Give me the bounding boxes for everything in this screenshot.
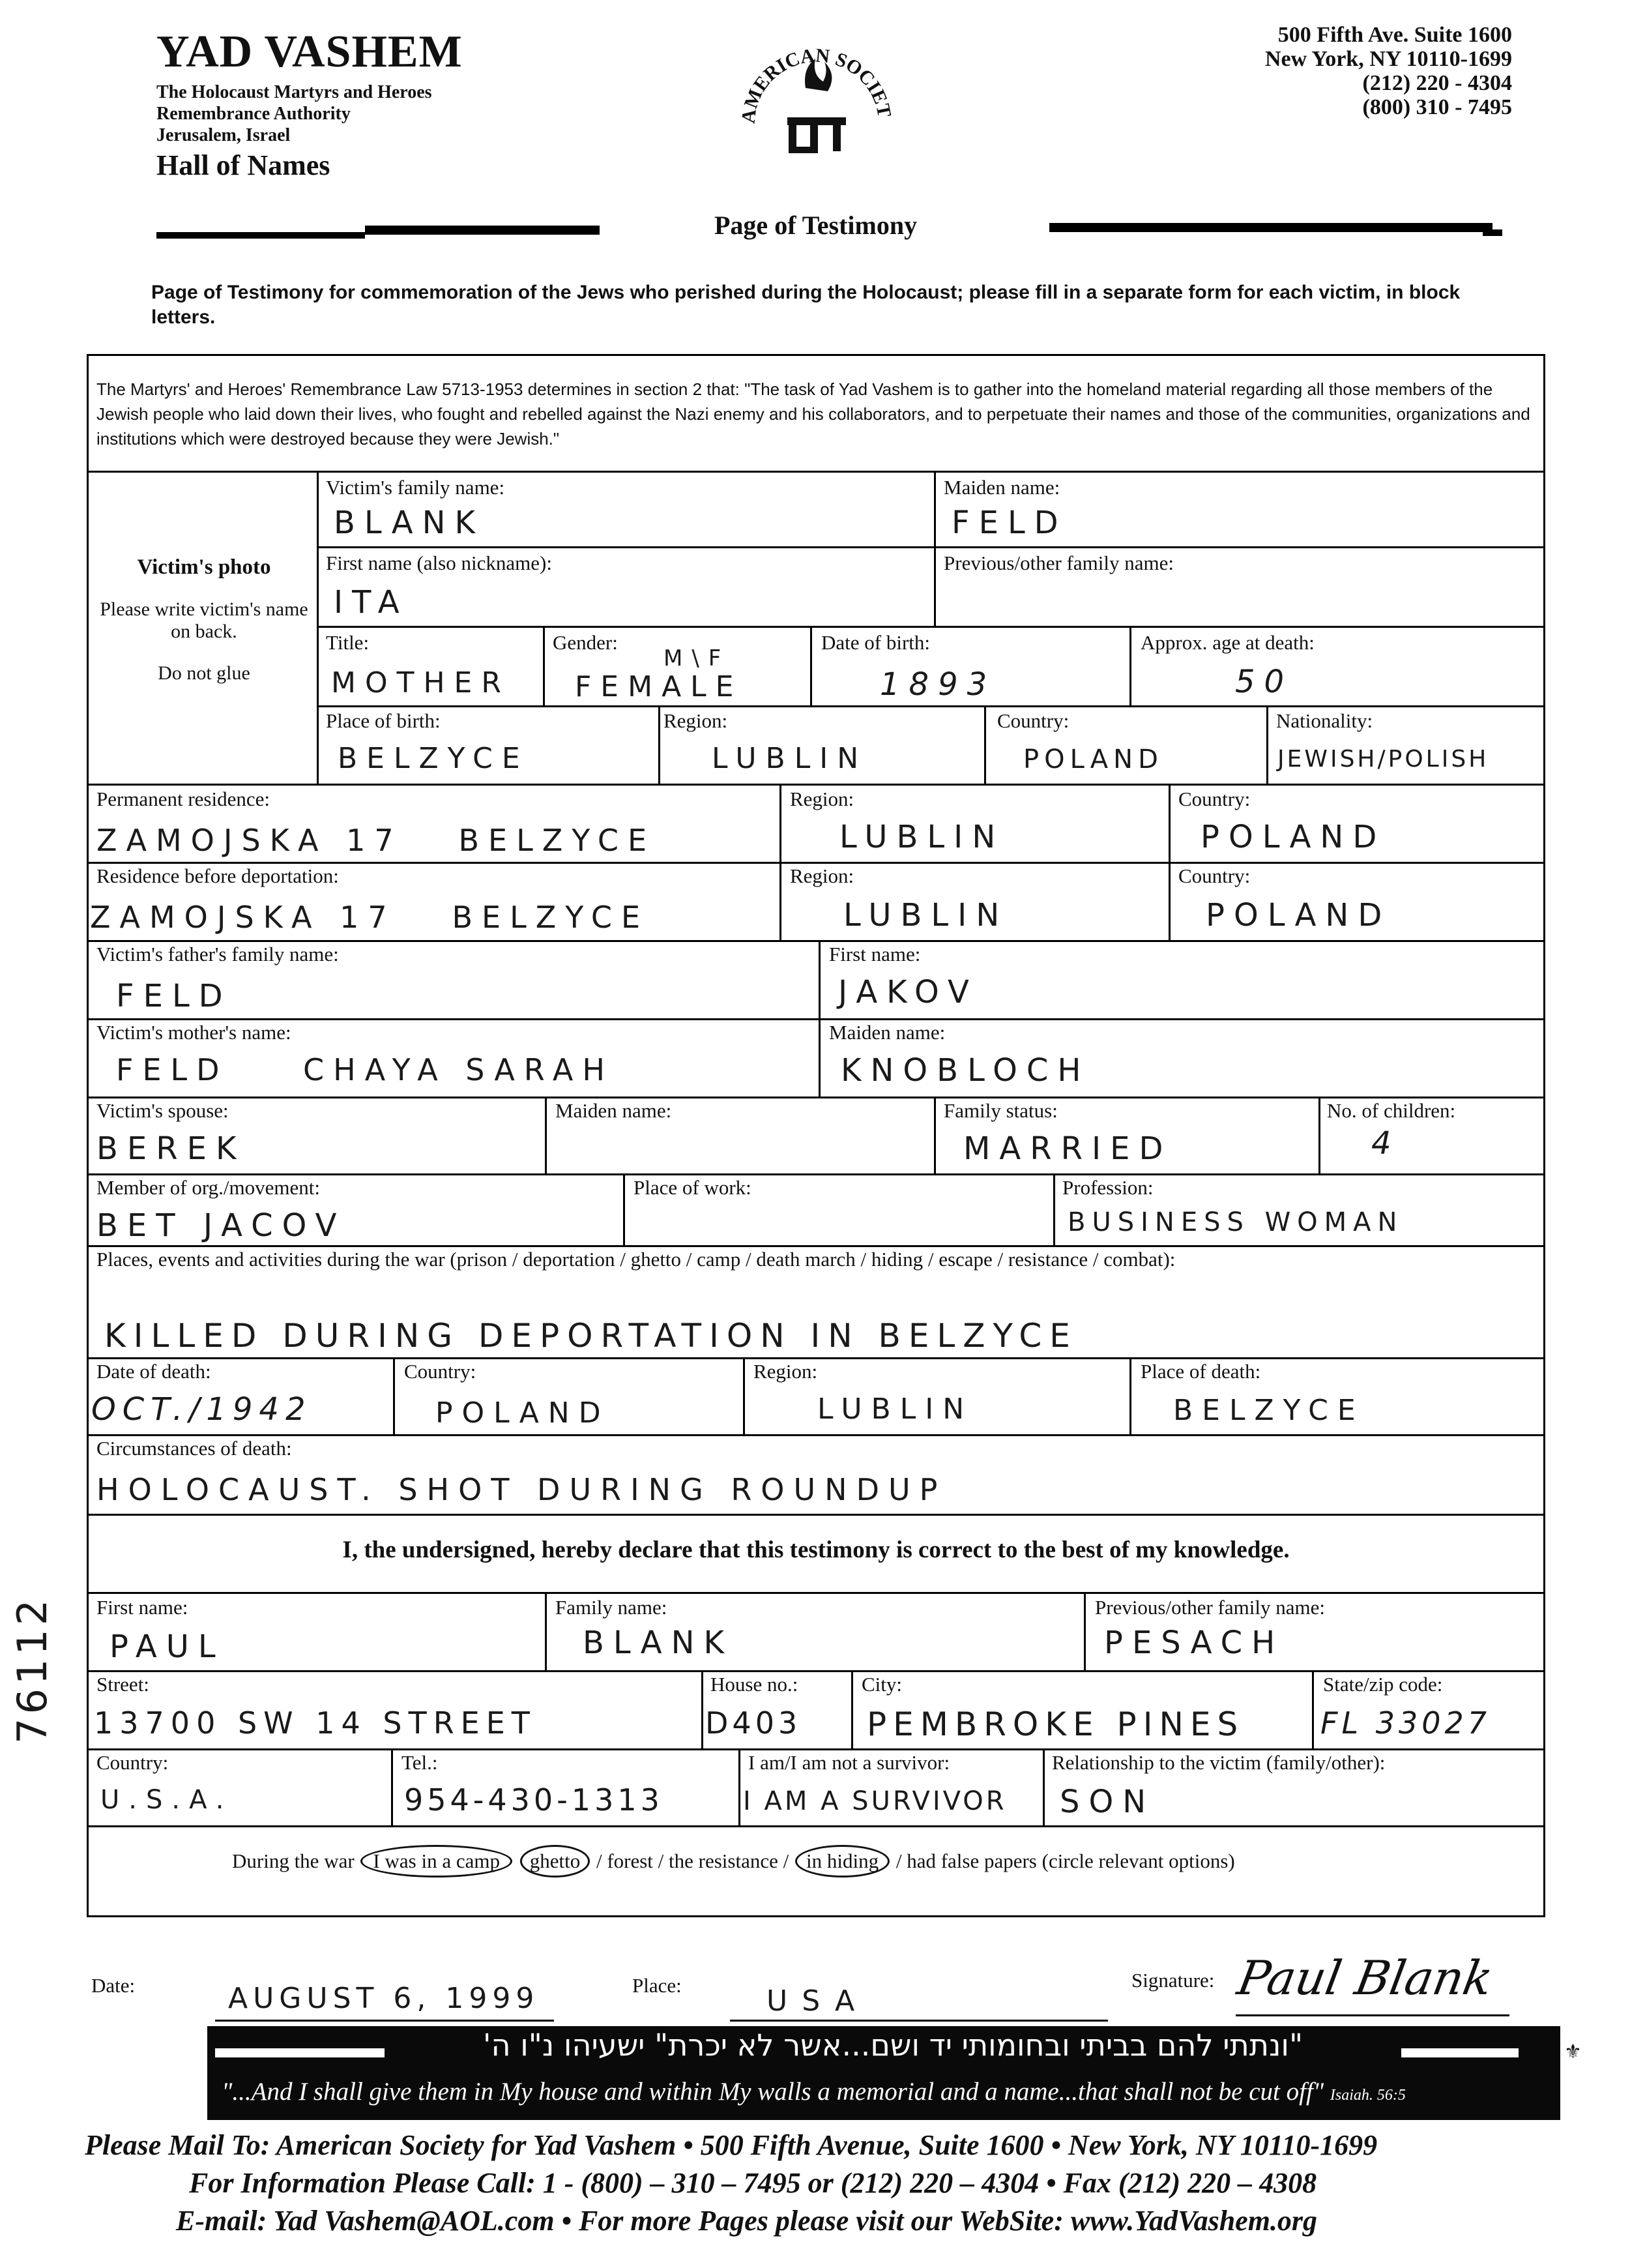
divider (701, 1672, 703, 1750)
divider (1318, 1098, 1320, 1175)
label-res-country: Country: (1178, 864, 1251, 887)
divider (545, 1098, 547, 1175)
intro-text: Page of Testimony for commemoration of the Jews who perished during the Holocaust; please fill in a separate form for each victim, in block letters. (151, 282, 1461, 328)
page-title: Page of Testimony (714, 211, 918, 240)
divider (87, 471, 1545, 473)
label-father-first-name: First name: (829, 943, 921, 965)
label-death-region: Region: (753, 1360, 818, 1383)
divider (810, 627, 812, 705)
divider (87, 1670, 1545, 1672)
footer-mail: Please Mail To: American Society for Yad Vashem • 500 Fifth Avenue, Suite 1600 • New York, NY 10110-1699 (85, 2129, 1378, 2161)
divider (87, 1245, 1545, 1247)
value-relationship[interactable]: SON (1060, 1784, 1156, 1820)
org-subtitle-2: Remembrance Authority (156, 104, 351, 124)
label-place-of-birth: Place of birth: (326, 709, 441, 732)
label-state-zip: State/zip code: (1323, 1673, 1443, 1696)
value-mother-maiden-name[interactable]: KNOBLOCH (841, 1052, 1090, 1089)
value-city[interactable]: PEMBROKE PINES (867, 1705, 1245, 1743)
label-organization: Member of org./movement: (96, 1176, 320, 1199)
hall-of-names: Hall of Names (156, 149, 330, 181)
value-telephone[interactable]: 954-430-1313 (404, 1782, 663, 1818)
value-circumstances-of-death[interactable]: HOLOCAUST. SHOT DURING ROUNDUP (96, 1472, 947, 1507)
divider (87, 940, 1545, 942)
value-res-region[interactable]: LUBLIN (843, 897, 1009, 934)
divider (87, 862, 1545, 864)
value-places-events[interactable]: KILLED DURING DEPORTATION IN BELZYCE (104, 1317, 1078, 1355)
label-house-number: House no.: (710, 1673, 798, 1696)
label-gender: Gender: (553, 631, 618, 654)
divider (87, 784, 1545, 786)
divider (87, 1748, 1545, 1750)
label-mother-maiden-name: Maiden name: (829, 1021, 946, 1044)
option-camp-circled[interactable]: I was in a camp (360, 1845, 512, 1878)
victim-photo-note: Please write victim's name on back. (100, 598, 308, 642)
divider (1312, 1672, 1314, 1750)
divider (623, 1175, 625, 1246)
divider (87, 1592, 1545, 1594)
label-family-name: Victim's family name: (326, 476, 505, 499)
label-profession: Profession: (1062, 1176, 1154, 1199)
value-mother-name[interactable]: FELD CHAYA SARAH (116, 1052, 614, 1087)
value-age-at-death[interactable]: 50 (1235, 664, 1294, 700)
divider (743, 1359, 745, 1436)
divider (984, 707, 986, 784)
war-status-prefix: During the war (232, 1849, 355, 1872)
divider (87, 1514, 1545, 1516)
label-place-of-work: Place of work: (633, 1176, 751, 1199)
banner-reference: Isaiah. 56:5 (1330, 2087, 1406, 2104)
divider (545, 1593, 547, 1672)
divider (543, 627, 545, 705)
label-number-of-children: No. of children: (1327, 1099, 1456, 1122)
seal-text: AMERICAN SOCIET (737, 44, 895, 125)
value-date-of-death[interactable]: OCT./1942 (91, 1391, 312, 1428)
label-previous-family-name: Previous/other family name: (944, 552, 1174, 574)
option-false-papers[interactable]: / had false papers (circle relevant options) (895, 1849, 1235, 1872)
value-death-country[interactable]: POLAND (435, 1396, 610, 1430)
option-ghetto-circled[interactable]: ghetto (520, 1845, 590, 1878)
divider (317, 705, 1545, 707)
divider (1129, 627, 1131, 705)
divider (87, 1357, 1545, 1359)
label-circumstances-of-death: Circumstances of death: (96, 1437, 292, 1460)
divider (317, 626, 1545, 628)
divider (87, 1825, 1545, 1827)
divider (391, 1750, 393, 1827)
society-seal-icon (729, 26, 905, 202)
date-underline (215, 2020, 554, 2022)
address-line-2: New York, NY 10110-1699 (1264, 47, 1512, 71)
divider (87, 1173, 1545, 1175)
value-family-status[interactable]: MARRIED (963, 1130, 1172, 1167)
label-nationality: Nationality: (1276, 709, 1373, 732)
divider (1043, 1750, 1045, 1827)
label-place: Place: (632, 1974, 682, 1997)
label-maiden-name: Maiden name: (944, 476, 1060, 499)
label-telephone: Tel.: (401, 1751, 438, 1774)
label-submitter-first-name: First name: (96, 1596, 188, 1619)
address-block (1043, 23, 1512, 119)
divider (87, 1097, 1545, 1098)
value-maiden-name[interactable]: FELD (952, 505, 1068, 541)
value-number-of-children[interactable]: 4 (1371, 1125, 1401, 1162)
value-profession[interactable]: BUSINESS WOMAN (1068, 1207, 1404, 1237)
war-status-line (232, 1845, 1235, 1878)
divider (317, 546, 1545, 548)
label-residence-before-deportation: Residence before deportation: (96, 864, 339, 887)
value-place-of-birth[interactable]: BELZYCE (338, 742, 529, 775)
value-region[interactable]: LUBLIN (712, 742, 868, 775)
divider (738, 1750, 740, 1827)
org-title: YAD VASHEM (156, 27, 463, 77)
divider (1266, 707, 1268, 784)
org-subtitle-1: The Holocaust Martyrs and Heroes (156, 82, 432, 102)
value-perm-region[interactable]: LUBLIN (839, 819, 1005, 855)
divider (658, 707, 660, 784)
value-survivor[interactable]: I AM A SURVIVOR (743, 1786, 1007, 1816)
label-father-family-name: Victim's father's family name: (96, 943, 339, 965)
address-line-1: 500 Fifth Ave. Suite 1600 (1277, 23, 1512, 47)
label-region: Region: (663, 709, 728, 732)
footer-phone: For Information Please Call: 1 - (800) – 310 – 7495 or (212) 220 – 4304 • Fax (212) 220 – 4308 (189, 2167, 1317, 2199)
value-permanent-residence[interactable]: ZAMOJSKA 17 BELZYCE (96, 823, 656, 858)
option-hiding-circled[interactable]: in hiding (795, 1845, 890, 1878)
label-city: City: (862, 1673, 903, 1696)
victim-photo-title: Victim's photo (137, 555, 271, 579)
place-underline (730, 2020, 1108, 2022)
address-line-3: (212) 220 - 4304 (1362, 71, 1512, 95)
label-submitter-family-name: Family name: (555, 1596, 667, 1619)
label-places-events: Places, events and activities during the war (prison / deportation / ghetto / camp / death march / hiding / escape / resistance / combat): (96, 1248, 1176, 1271)
option-forest-resistance[interactable]: / forest / the resistance / (596, 1849, 789, 1872)
value-title[interactable]: MOTHER (331, 666, 510, 700)
banner-rule-right (1401, 2048, 1519, 2057)
label-submitter-previous-name: Previous/other family name: (1095, 1596, 1325, 1619)
label-mother-name: Victim's mother's name: (96, 1021, 291, 1044)
address-line-4: (800) 310 - 7495 (1362, 95, 1512, 119)
divider (851, 1672, 853, 1750)
header-bar-left-1 (156, 232, 365, 239)
value-submitter-first-name[interactable]: PAUL (109, 1628, 225, 1665)
org-subtitle-3: Jerusalem, Israel (156, 125, 291, 145)
label-res-region: Region: (790, 864, 854, 887)
value-date[interactable]: AUGUST 6, 1999 (228, 1982, 540, 2015)
value-date-of-birth[interactable]: 1893 (880, 666, 997, 703)
value-country[interactable]: POLAND (1023, 744, 1163, 774)
value-organization[interactable]: BET JACOV (96, 1207, 346, 1244)
signature-underline (1236, 2014, 1509, 2016)
label-relationship: Relationship to the victim (family/other): (1052, 1751, 1386, 1774)
divider (87, 1434, 1545, 1436)
value-submitter-family-name[interactable]: BLANK (583, 1625, 733, 1661)
divider (934, 1098, 936, 1175)
divider (393, 1359, 395, 1436)
side-reference-number: 76112 (8, 1595, 56, 1744)
value-submitter-previous-name[interactable]: PESACH (1104, 1625, 1285, 1661)
value-nationality[interactable]: JEWISH/POLISH (1277, 746, 1489, 773)
value-gender[interactable]: FEMALE (575, 670, 743, 703)
banner-english-verse (222, 2077, 1479, 2106)
value-submitter-country[interactable]: U.S.A. (100, 1785, 233, 1815)
banner-english-text: "...And I shall give them in My house and within My walls a memorial and a name...that shall not be cut off" (222, 2078, 1324, 2106)
declaration-text: I, the undersigned, hereby declare that this testimony is correct to the best of my knowledge. (342, 1537, 1290, 1563)
divider (1084, 1593, 1086, 1672)
signature-handwritten: Paul Blank (1233, 1951, 1497, 2005)
label-date-of-death: Date of death: (96, 1360, 211, 1383)
footer-email[interactable]: E-mail: Yad Vashem@AOL.com • For more Pages please visit our WebSite: www.YadVashem.org (176, 2205, 1318, 2237)
label-permanent-residence: Permanent residence: (96, 788, 270, 810)
header-bar-right-2 (1483, 229, 1502, 236)
label-perm-country: Country: (1178, 788, 1251, 810)
divider (1129, 1359, 1131, 1436)
label-death-country: Country: (404, 1360, 476, 1383)
value-house-number[interactable]: D403 (705, 1705, 802, 1741)
label-street: Street: (96, 1673, 149, 1696)
value-residence-before-deportation[interactable]: ZAMOJSKA 17 BELZYCE (90, 900, 650, 935)
value-family-name[interactable]: BLANK (334, 505, 484, 541)
label-age-at-death: Approx. age at death: (1141, 631, 1315, 654)
label-perm-region: Region: (790, 788, 854, 810)
label-submitter-country: Country: (96, 1751, 169, 1774)
label-spouse: Victim's spouse: (96, 1099, 229, 1122)
divider (934, 471, 936, 627)
value-first-name[interactable]: ITA (334, 584, 409, 621)
value-spouse[interactable]: BEREK (96, 1130, 246, 1167)
label-signature: Signature: (1131, 1969, 1215, 1992)
label-place-of-death: Place of death: (1141, 1360, 1261, 1383)
value-death-region[interactable]: LUBLIN (817, 1392, 974, 1426)
value-father-family-name[interactable]: FELD (116, 978, 232, 1014)
value-gender-mf: M\F (663, 645, 731, 671)
label-title: Title: (326, 631, 370, 654)
law-text: The Martyrs' and Heroes' Remembrance Law 5713-1953 determines in section 2 that: "The task of Yad Vashem is to gather into the homeland material regarding all those members of the Jewish people who laid down their lives, who fought and rebelled against the Nazi enemy and his collaborators, and to perpetuate their names and those of the communities, organizations and institutions which were destroyed because they were Jewish." (96, 379, 1530, 449)
label-spouse-maiden-name: Maiden name: (555, 1099, 672, 1122)
label-family-status: Family status: (944, 1099, 1058, 1122)
label-survivor: I am/I am not a survivor: (748, 1751, 950, 1774)
value-place-of-death[interactable]: BELZYCE (1173, 1394, 1365, 1427)
label-date: Date: (91, 1974, 136, 1997)
value-father-first-name[interactable]: JAKOV (838, 974, 978, 1010)
value-state-zip[interactable]: FL 33027 (1320, 1705, 1491, 1741)
label-date-of-birth: Date of birth: (821, 631, 931, 654)
label-first-name: First name (also nickname): (326, 552, 552, 574)
header-bar-right-1 (1049, 223, 1492, 232)
value-place[interactable]: USA (766, 1984, 869, 2018)
banner-seal-icon: ⚜ (1564, 2040, 1582, 2063)
label-country: Country: (997, 709, 1070, 732)
divider (1053, 1175, 1055, 1246)
divider (87, 1018, 1545, 1020)
value-perm-country[interactable]: POLAND (1201, 819, 1386, 855)
banner-rule-left (215, 2048, 385, 2057)
value-res-country[interactable]: POLAND (1206, 897, 1391, 934)
banner-hebrew-verse: "ונתתי להם בביתי ובחומותי יד ושם...אשר לא יכרת" ישעיהו נ"ו ה' (482, 2027, 1303, 2063)
value-street[interactable]: 13700 SW 14 STREET (94, 1705, 536, 1741)
header-bar-left-2 (365, 226, 600, 235)
victim-photo-glue: Do not glue (158, 662, 250, 684)
